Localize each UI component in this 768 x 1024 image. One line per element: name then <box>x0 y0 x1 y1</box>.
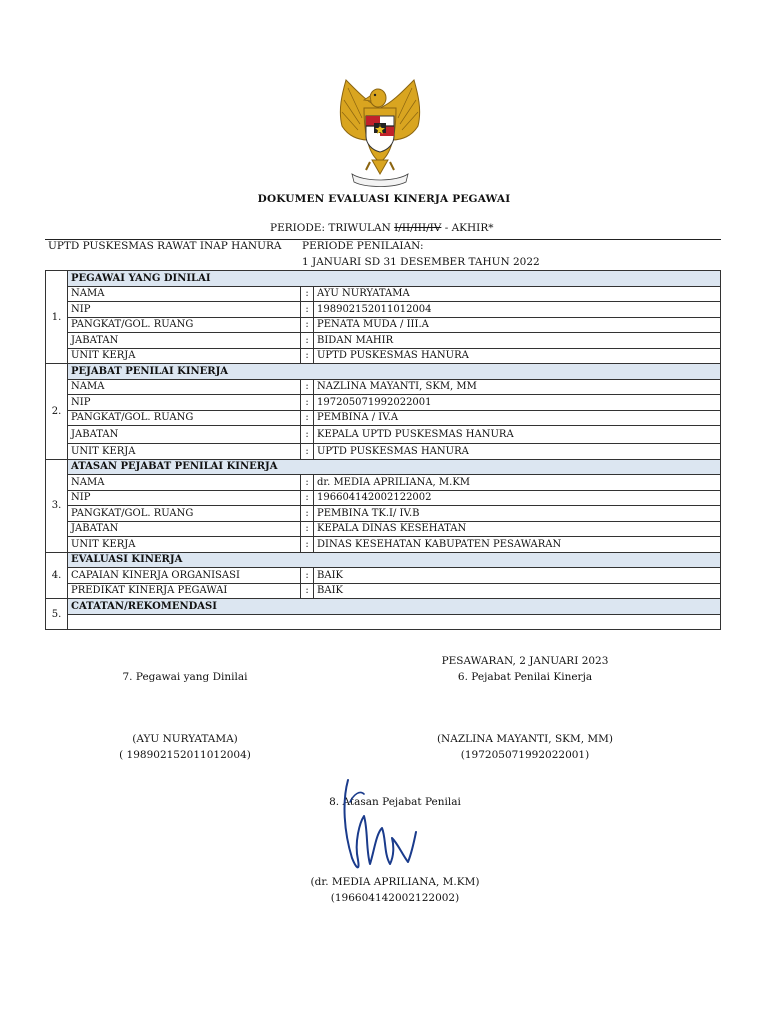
bottom-signer-nip: (196604142002122002) <box>330 892 460 904</box>
right-signer-name: (NAZLINA MAYANTI, SKM, MM) <box>436 733 614 745</box>
field-label: CAPAIAN KINERJA ORGANISASI <box>68 568 301 584</box>
evaluation-table <box>45 270 721 630</box>
section-number: 4. <box>46 552 68 599</box>
garuda-emblem-icon <box>328 78 432 188</box>
right-signer-title: 6. Pejabat Penilai Kinerja <box>457 671 593 683</box>
field-value: 197205071992022001 <box>314 395 721 411</box>
notes-value <box>68 614 721 630</box>
section-number: 1. <box>46 271 68 364</box>
field-value: KEPALA UPTD PUSKESMAS HANURA <box>314 426 721 444</box>
colon: : <box>301 506 314 522</box>
table-row <box>46 475 721 491</box>
bottom-signer-title: 8. Atasan Pejabat Penilai <box>329 796 461 808</box>
table-row <box>46 302 721 318</box>
section-header-row <box>46 271 721 287</box>
periode-penilaian-value: 1 JANUARI SD 31 DESEMBER TAHUN 2022 <box>302 256 540 268</box>
table-row <box>46 410 721 426</box>
field-value: AYU NURYATAMA <box>314 286 721 302</box>
periode-prefix: PERIODE: TRIWULAN <box>270 222 395 234</box>
field-label: NIP <box>68 395 301 411</box>
field-value: PEMBINA / IV.A <box>314 410 721 426</box>
colon: : <box>301 410 314 426</box>
periode-penilaian-label: PERIODE PENILAIAN: <box>302 240 424 252</box>
field-label: NAMA <box>68 379 301 395</box>
table-row <box>46 490 721 506</box>
section-header-row <box>46 459 721 475</box>
field-label: PANGKAT/GOL. RUANG <box>68 410 301 426</box>
field-label: UNIT KERJA <box>68 444 301 460</box>
colon: : <box>301 444 314 460</box>
section-title: CATATAN/REKOMENDASI <box>68 599 721 615</box>
periode-line <box>270 222 494 234</box>
field-value: UPTD PUSKESMAS HANURA <box>314 444 721 460</box>
field-value: NAZLINA MAYANTI, SKM, MM <box>314 379 721 395</box>
section-header-row <box>46 599 721 615</box>
table-row <box>46 317 721 333</box>
field-value: dr. MEDIA APRILIANA, M.KM <box>314 475 721 491</box>
field-label: JABATAN <box>68 521 301 537</box>
left-signer-name: (AYU NURYATAMA) <box>132 733 238 745</box>
field-label: JABATAN <box>68 333 301 349</box>
table-row <box>46 583 721 599</box>
field-value: 198902152011012004 <box>314 302 721 318</box>
table-row <box>46 614 721 630</box>
colon: : <box>301 583 314 599</box>
colon: : <box>301 521 314 537</box>
field-label: NIP <box>68 302 301 318</box>
field-value: KEPALA DINAS KESEHATAN <box>314 521 721 537</box>
section-title: ATASAN PEJABAT PENILAI KINERJA <box>68 459 721 475</box>
colon: : <box>301 302 314 318</box>
table-row <box>46 506 721 522</box>
field-value: PENATA MUDA / III.A <box>314 317 721 333</box>
colon: : <box>301 348 314 364</box>
field-label: UNIT KERJA <box>68 348 301 364</box>
colon: : <box>301 379 314 395</box>
place-date: PESAWARAN, 2 JANUARI 2023 <box>441 655 609 667</box>
document-title: DOKUMEN EVALUASI KINERJA PEGAWAI <box>257 193 511 205</box>
colon: : <box>301 286 314 302</box>
table-row <box>46 348 721 364</box>
table-row <box>46 444 721 460</box>
section-number: 2. <box>46 364 68 460</box>
colon: : <box>301 490 314 506</box>
table-row <box>46 395 721 411</box>
table-row <box>46 333 721 349</box>
colon: : <box>301 475 314 491</box>
field-label: UNIT KERJA <box>68 537 301 553</box>
left-signer-nip: ( 198902152011012004) <box>119 749 251 761</box>
field-label: NAMA <box>68 286 301 302</box>
table-row <box>46 379 721 395</box>
colon: : <box>301 395 314 411</box>
handwritten-signature <box>330 772 430 882</box>
field-label: PANGKAT/GOL. RUANG <box>68 317 301 333</box>
table-row <box>46 521 721 537</box>
right-signer-nip: (197205071992022001) <box>460 749 590 761</box>
section-header-row <box>46 364 721 380</box>
field-value: DINAS KESEHATAN KABUPATEN PESAWARAN <box>314 537 721 553</box>
field-label: NAMA <box>68 475 301 491</box>
field-value: PEMBINA TK.I/ IV.B <box>314 506 721 522</box>
field-value: BIDAN MAHIR <box>314 333 721 349</box>
section-number: 3. <box>46 459 68 552</box>
left-signer-title: 7. Pegawai yang Dinilai <box>122 671 248 683</box>
section-number: 5. <box>46 599 68 630</box>
field-value: BAIK <box>314 583 721 599</box>
field-value: UPTD PUSKESMAS HANURA <box>314 348 721 364</box>
colon: : <box>301 333 314 349</box>
section-title: PEGAWAI YANG DINILAI <box>68 271 721 287</box>
section-title: EVALUASI KINERJA <box>68 552 721 568</box>
periode-suffix: - AKHIR* <box>441 222 494 234</box>
colon: : <box>301 537 314 553</box>
field-label: PREDIKAT KINERJA PEGAWAI <box>68 583 301 599</box>
unit-name: UPTD PUSKESMAS RAWAT INAP HANURA <box>48 240 282 252</box>
colon: : <box>301 317 314 333</box>
section-title: PEJABAT PENILAI KINERJA <box>68 364 721 380</box>
table-row <box>46 568 721 584</box>
field-value: 196604142002122002 <box>314 490 721 506</box>
field-label: PANGKAT/GOL. RUANG <box>68 506 301 522</box>
colon: : <box>301 426 314 444</box>
periode-strikethrough: I/II/III/IV <box>394 222 442 234</box>
table-row <box>46 426 721 444</box>
field-label: NIP <box>68 490 301 506</box>
bottom-signer-name: (dr. MEDIA APRILIANA, M.KM) <box>310 876 480 888</box>
table-row <box>46 286 721 302</box>
table-row <box>46 537 721 553</box>
section-header-row <box>46 552 721 568</box>
field-value: BAIK <box>314 568 721 584</box>
field-label: JABATAN <box>68 426 301 444</box>
colon: : <box>301 568 314 584</box>
